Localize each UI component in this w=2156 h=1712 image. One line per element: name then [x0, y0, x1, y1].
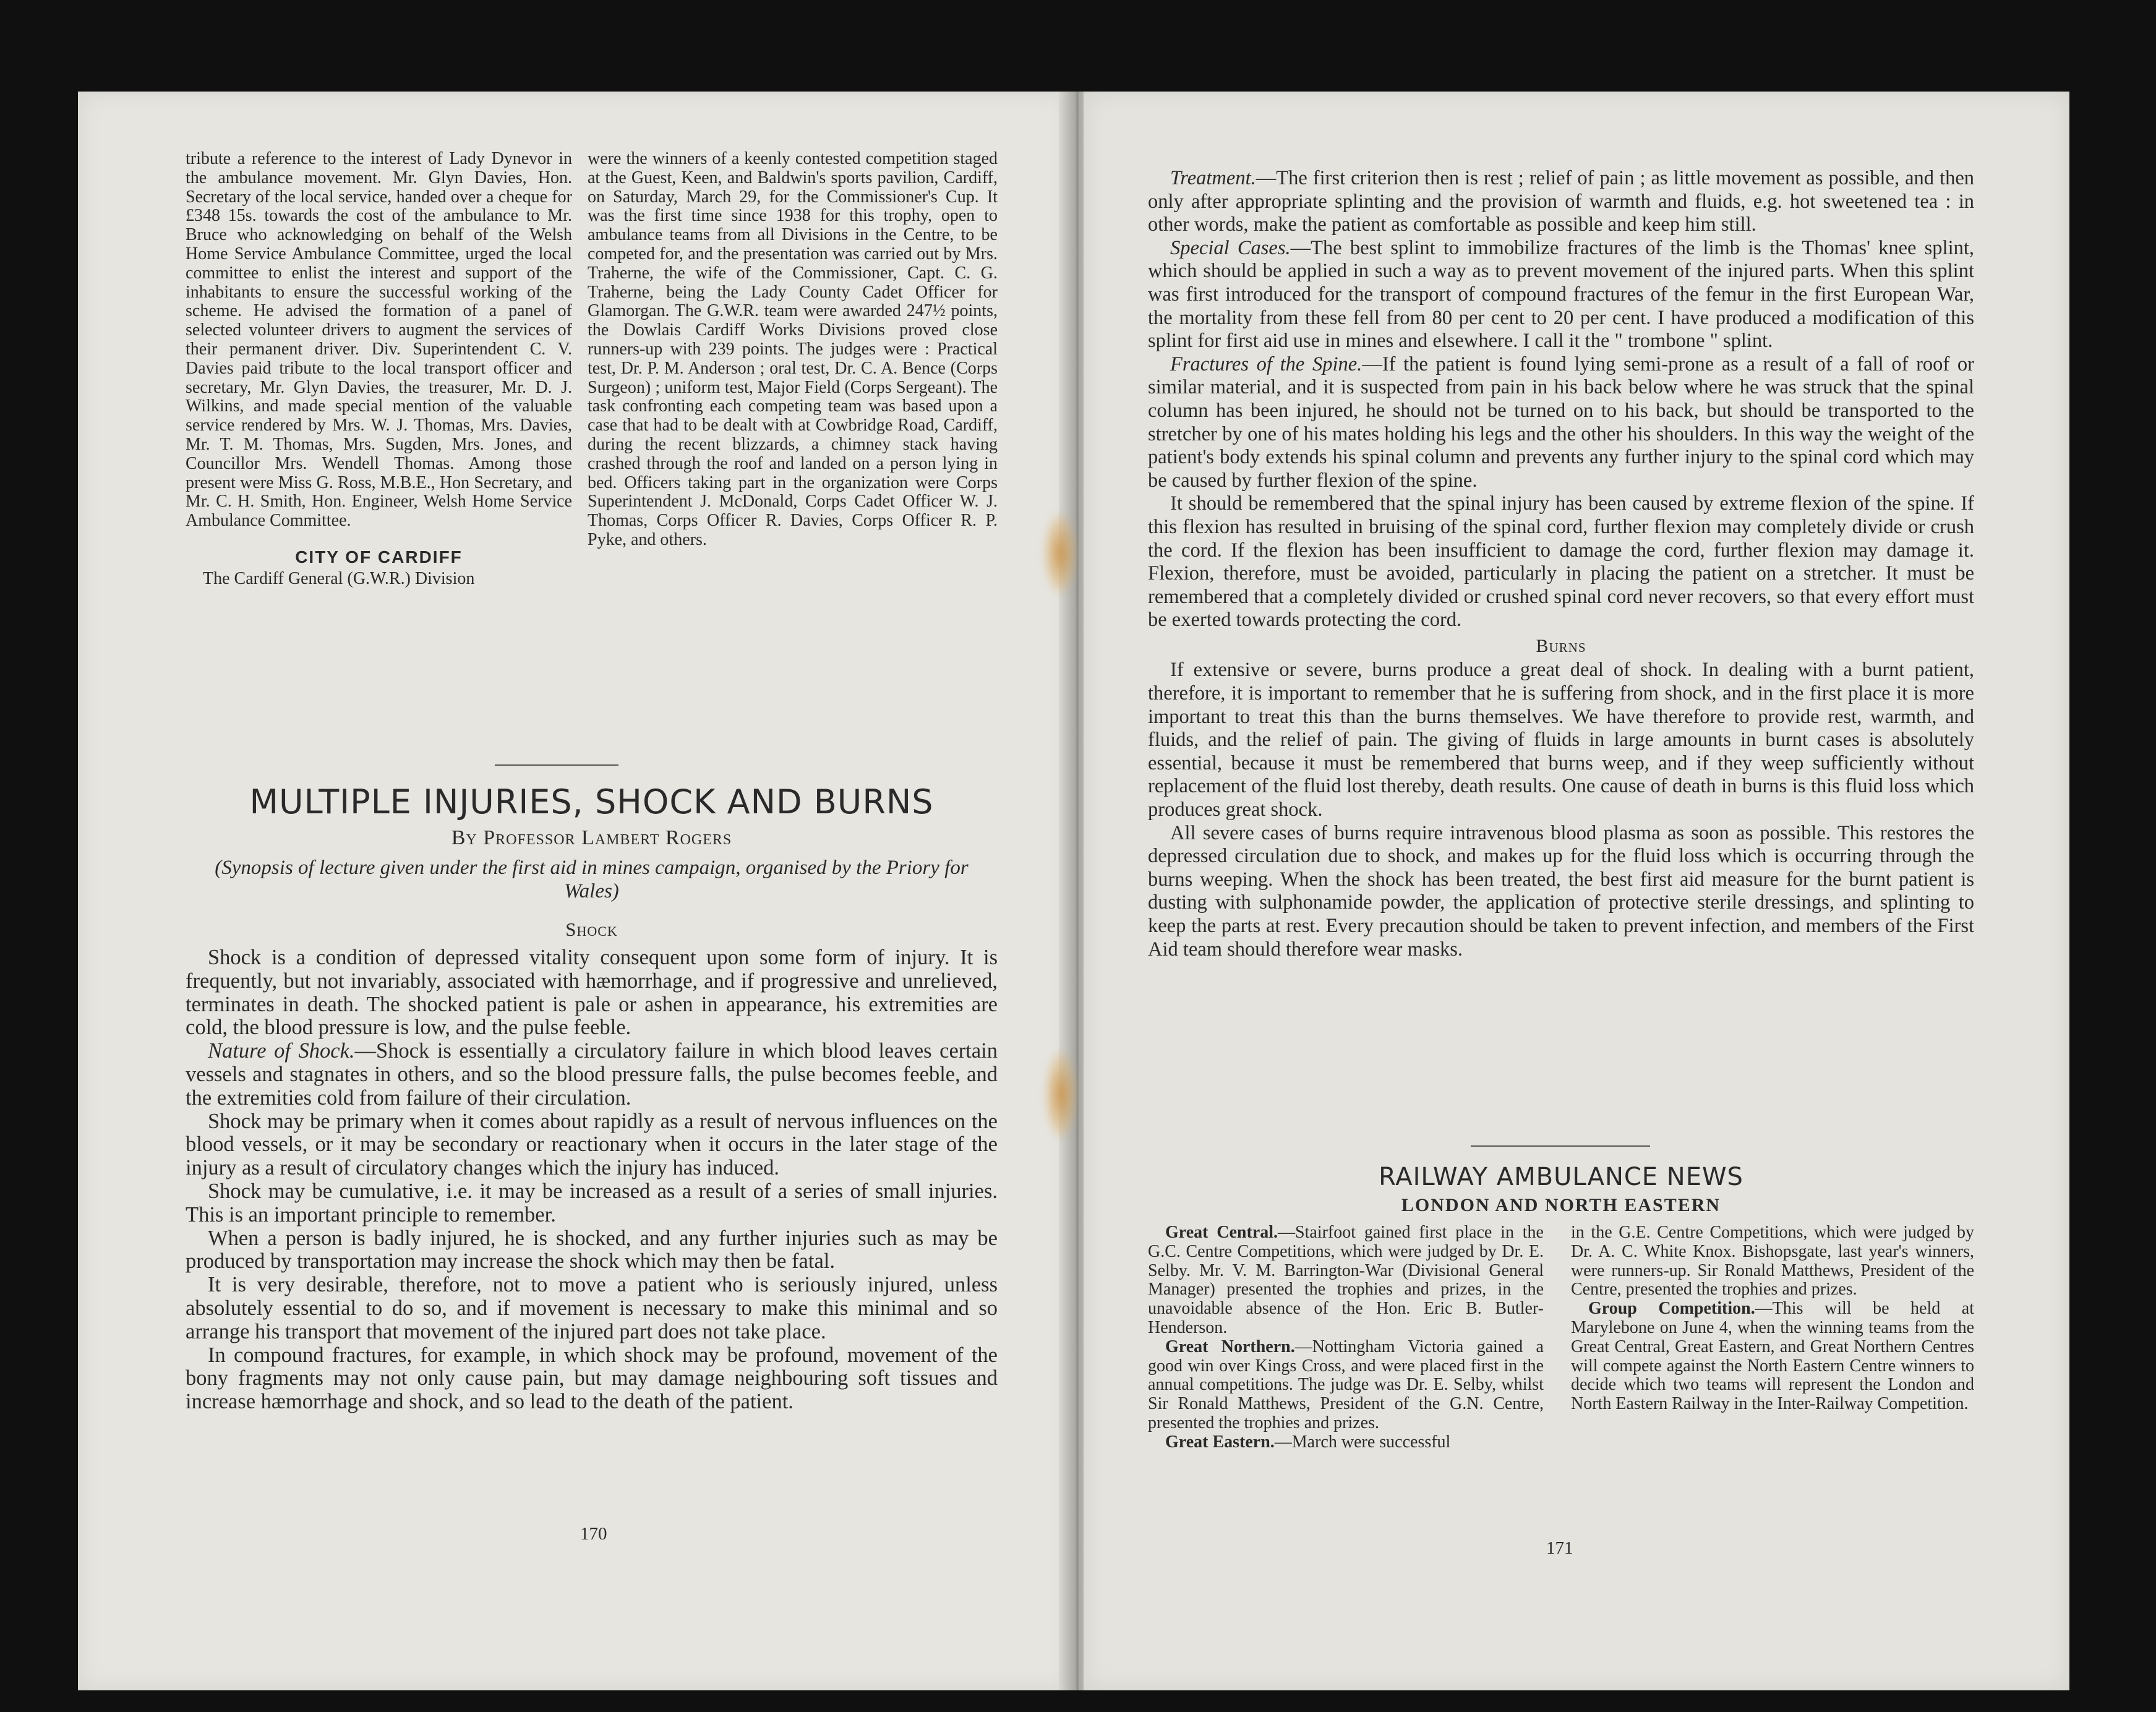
- section-heading: Shock: [565, 918, 618, 940]
- paragraph: All severe cases of burns require intravenous blood plasma as soon as possible. This restores the depressed circulation due to shock, and makes up for the fluid loss which is occurring through the burns weeping. When the shock has been treated, the best first aid measure for the burnt patient is dusting with sulphonamide powder, the application of protective sterile dressings, and splinting to keep the parts at rest. Every precaution should be taken to prevent infection, and members of the First Aid team should therefore wear masks.: [1148, 821, 1974, 961]
- right-body: [1148, 167, 1974, 961]
- run-in-heading: Nature of Shock.: [208, 1039, 355, 1063]
- section-heading: LONDON AND NORTH EASTERN: [1401, 1195, 1721, 1215]
- synopsis-text: (Synopsis of lecture given under the first aid in mines campaign, organised by the Priory for Wales): [215, 857, 969, 902]
- paragraph-text: —The first criterion then is rest ; relief of pain ; as little movement as possible, and then only after appropriate splinting and the provision of warmth and fluids, e.g. hot sweetened tea : in other words, make the patient as comfortable as possible and keep him still.: [1148, 167, 1974, 236]
- run-in-heading: Fractures of the Spine.: [1170, 353, 1362, 375]
- run-in-heading: Group Competition.: [1588, 1299, 1755, 1319]
- stain-mark: [1044, 513, 1076, 594]
- paragraph: [1148, 237, 1974, 353]
- paragraph: [1148, 353, 1974, 493]
- divider: [495, 764, 618, 766]
- paragraph: In compound fractures, for example, in which shock may be profound, movement of the bony fragments may not only cause pain, but may damage neighbouring soft tissues and increase hæmorrhage and shock, and so lead to the death of the patient.: [186, 1343, 998, 1414]
- divider: [1471, 1145, 1650, 1147]
- paragraph: Shock is a condition of depressed vitality consequent upon some form of injury. It is frequently, but not invariably, associated with hæmorrhage, and if progressive and unrelieved, terminates in death. The shocked patient is pale or ashen in appearance, his extremities are cold, the blood pressure is low, and the pulse feeble.: [186, 946, 998, 1040]
- page-number: 171: [1546, 1538, 1573, 1558]
- paragraph: [186, 1040, 998, 1110]
- paragraph: It is very desirable, therefore, not to move a patient who is seriously injured, unless absolutely essential to do so, and if movement is necessary to make this minimal and so arrange his transport that movement of the injured part does not take place.: [186, 1273, 998, 1343]
- paragraph: [1571, 1299, 1974, 1414]
- run-in-heading: Great Northern.: [1165, 1337, 1295, 1356]
- paragraph: When a person is badly injured, he is shocked, and any further injuries such as may be produced by transportation may increase the shock which may then be fatal.: [186, 1226, 998, 1273]
- railway-news-title: RAILWAY AMBULANCE NEWS: [1379, 1163, 1743, 1191]
- section-heading: CITY OF CARDIFF: [295, 547, 463, 567]
- paragraph: were the winners of a keenly contested competition staged at the Guest, Keen, and Baldwin's sports pavilion, Cardiff, on Saturday, March 29, for the Commissioner's Cup. It was the first time since 1938 for this trophy, open to ambulance teams from all Divisions in the Centre, to be competed for, and the presentation was carried out by Mrs. Traherne, the wife of the Commissioner, Capt. C. G. Traherne, being the Lady County Cadet Officer for Glamorgan. The G.W.R. team were awarded 247½ points, the Dowlais Cardiff Works Divisions proved close runners-up with 239 points. The judges were : Practical test, Dr. P. M. Anderson ; oral test, Dr. C. A. Bence (Corps Surgeon) ; uniform test, Major Field (Corps Sergeant). The task confronting each competing team was based upon a case that had to be dealt with at Cowbridge Road, Cardiff, during the recent blizzards, a chimney stack having crashed through the roof and landed on a person lying in bed. Officers taking part in the organization were Corps Superintendent J. McDonald, Corps Cadet Officer W. J. Thomas, Corps Officer R. Davies, Corps Officer R. P. Pyke, and others.: [588, 149, 998, 549]
- run-in-heading: Great Central.: [1165, 1223, 1278, 1242]
- paragraph-text: —Nottingham Victoria gained a good win over Kings Cross, and were placed first in the annual competitions. The judge was Dr. E. Selby, whilst Sir Ronald Matthews, President of the G.N. Centre, presented the trophies and prizes.: [1148, 1337, 1544, 1432]
- paragraph: [1148, 1338, 1544, 1433]
- left-column-1: [186, 150, 572, 589]
- stain-mark: [1045, 1051, 1076, 1138]
- paragraph: If extensive or severe, burns produce a great deal of shock. In dealing with a burnt patient, therefore, it is important to remember that he is suffering from shock, and in the first place it is more important to treat this than the burns themselves. We have therefore to provide rest, warmth, and fluids, and the relief of pain. The giving of fluids in large amounts in burnt cases is absolutely essential, because it must be remembered that burns weep, and if they weep sufficiently without replacement of the fluid lost thereby, death results. One cause of death in burns is this fluid loss which produces great shock.: [1148, 659, 1974, 821]
- page-number: 170: [580, 1524, 607, 1544]
- paragraph-text: —The best splint to immobilize fractures of the limb is the Thomas' knee splint, which should be applied in such a way as to prevent movement of the injured parts. When this splint was first introduced for the transport of compound fractures of the femur in the first European War, the mortality from these fell from 80 per cent to 20 per cent. I have produced a modification of this splint for first aid use in mines and elsewhere. I call it the " trombone " splint.: [1148, 236, 1975, 353]
- railway-column-2: [1571, 1223, 1974, 1414]
- section-heading: Burns: [1536, 635, 1586, 656]
- paragraph: tribute a reference to the interest of Lady Dynevor in the ambulance movement. Mr. Glyn Davies, Hon. Secretary of the local service, handed over a cheque for £348 15s. towards the cost of the ambulance to Mr. Bruce who acknowledging on behalf of the Welsh Home Service Ambulance Committee, urged the local committee to enlist the interest and support of the inhabitants to ensure the successful working of the scheme. He advised the formation of a panel of selected volunteer drivers to augment the services of their permanent driver. Div. Superintendent C. V. Davies paid tribute to the local transport officer and secretary, Mr. Glyn Davies, the treasurer, Mr. D. J. Wilkins, and made special mention of the valuable service rendered by Mrs. W. J. Thomas, Mrs. Davies, Mr. T. M. Thomas, Mrs. Sugden, Mrs. Jones, and Councillor Mrs. Wendell Thomas. Among those present were Miss G. Ross, M.B.E., Hon Secretary, and Mr. C. H. Smith, Hon. Engineer, Welsh Home Service Ambulance Committee.: [186, 149, 572, 531]
- paragraph: [1148, 1433, 1544, 1452]
- paragraph: It should be remembered that the spinal injury has been caused by extreme flexion of the spine. If this flexion has resulted in bruising of the spinal cord, further flexion may completely divide or crush the cord. If the flexion has been insufficient to damage the cord, further flexion may damage it. Flexion, therefore, must be avoided, particularly in placing the patient on a stretcher. It must be remembered that a completely divided or crushed spinal cord never recovers, so that every effort must be exerted towards protecting the cord.: [1148, 492, 1974, 631]
- paragraph: [1148, 1223, 1544, 1338]
- paragraph-text: —If the patient is found lying semi-prone as a result of a fall of roof or similar material, and it is suspected from pain in his back below where he was struck that the spinal column has been injured, he should not be turned on to his back, but should be transported to the stretcher by one of his mates holding his legs and the other his shoulders. In this way the weight of the patient's body extends his spinal column and prevents any further injury to the spinal cord which may be caused by further flexion of the spine.: [1148, 353, 1974, 492]
- byline: By Professor Lambert Rogers: [451, 826, 732, 849]
- railway-column-1: [1148, 1223, 1544, 1452]
- paragraph: [1148, 167, 1974, 237]
- synopsis: [186, 856, 998, 903]
- paragraph: Shock may be primary when it comes about rapidly as a result of nervous influences on the blood vessels, or it may be secondary or reactionary when it occurs in the later stage of the injury as a result of circulatory changes which the injury has induced.: [186, 1109, 998, 1180]
- left-column-2: [588, 150, 998, 550]
- run-in-heading: Great Eastern.: [1165, 1432, 1275, 1452]
- paragraph: The Cardiff General (G.W.R.) Division: [203, 568, 475, 588]
- paragraph-text: —Shock is essentially a circulatory failure in which blood leaves certain vessels and stagnates in others, and so the blood pressure falls, the pulse becomes feeble, and the extremities cold from failure of their circulation.: [186, 1039, 998, 1110]
- paragraph: in the G.E. Centre Competitions, which were judged by Dr. A. C. White Knox. Bishopsgate, last year's winners, were runners-up. Sir Ronald Matthews, President of the Centre, presented the trophies and prizes.: [1571, 1223, 1974, 1299]
- paragraph-text: —Stairfoot gained first place in the G.C. Centre Competitions, which were judged by Dr. E. Selby. Mr. V. M. Barrington-War (Divisional General Manager) presented the trophies and prizes, in the unavoidable absence of the Hon. Eric B. Butler-Henderson.: [1148, 1223, 1544, 1337]
- paragraph-text: —March were successful: [1274, 1432, 1451, 1452]
- paragraph-text: —This will be held at Marylebone on June 4, when the winning teams from the Great Central, Great Eastern, and Great Northern Centres will compete against the North Eastern Centre winners to decide which two teams will represent the London and North Eastern Railway in the Inter-Railway Competition.: [1571, 1299, 1974, 1414]
- run-in-heading: Treatment.: [1170, 167, 1256, 189]
- run-in-heading: Special Cases.: [1170, 236, 1291, 259]
- shock-body: [186, 946, 998, 1414]
- paragraph: Shock may be cumulative, i.e. it may be increased as a result of a series of small injuries. This is an important principle to remember.: [186, 1179, 998, 1226]
- article-title: MULTIPLE INJURIES, SHOCK AND BURNS: [249, 782, 934, 821]
